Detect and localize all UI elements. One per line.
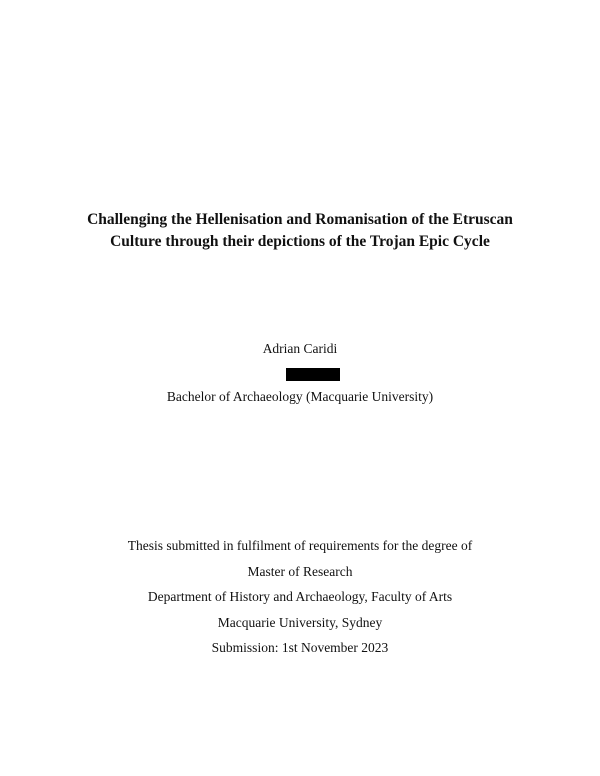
thesis-title xyxy=(0,209,600,253)
thesis-title-line-1: Challenging the Hellenisation and Romanisation of the Etruscan xyxy=(87,211,513,228)
department-name: Department of History and Archaeology, Faculty of Arts xyxy=(147,589,453,604)
submission-block xyxy=(0,537,600,665)
submission-date: Submission: 1st November 2023 xyxy=(211,640,389,655)
author-name: Adrian Caridi xyxy=(262,341,338,356)
institution-name: Macquarie University, Sydney xyxy=(217,614,383,630)
degree-name: Master of Research xyxy=(247,563,353,579)
prior-degree: Bachelor of Archaeology (Macquarie University) xyxy=(166,389,434,404)
redaction-bar xyxy=(286,368,340,381)
thesis-title-line-2: Culture through their depictions of the Trojan Epic Cycle xyxy=(110,233,490,250)
submission-statement: Thesis submitted in fulfilment of requirements for the degree of xyxy=(127,538,473,553)
